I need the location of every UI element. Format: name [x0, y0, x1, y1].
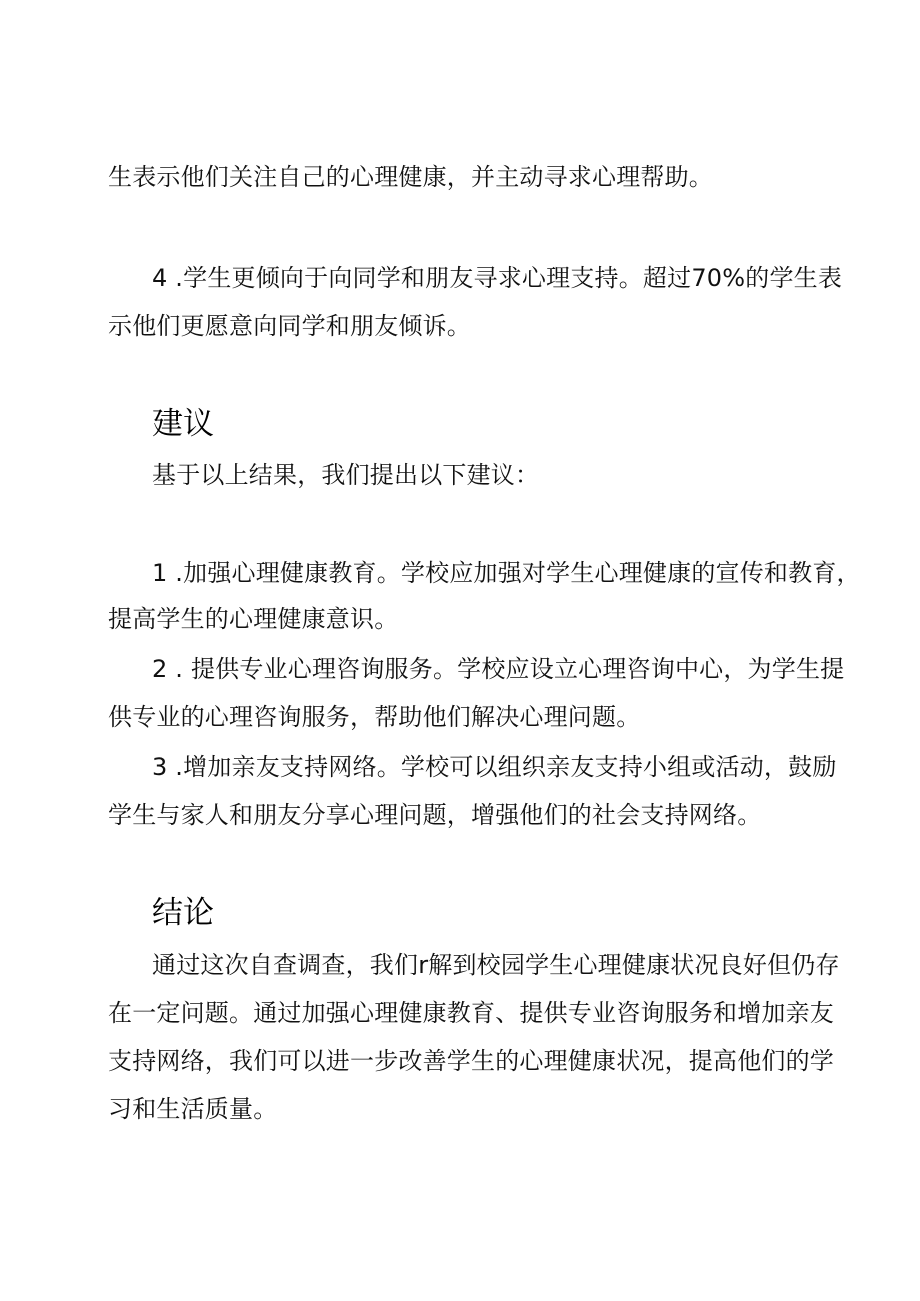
finding-4-line-2: 示他们更愿意向同学和朋友倾诉。 — [108, 312, 471, 340]
intro-tail-text: 生表示他们关注自己的心理健康，并主动寻求心理帮助。 — [108, 163, 713, 191]
suggestion-1-line-1: 1 .加强心理健康教育。学校应加强对学生心理健康的宣传和教育， — [152, 559, 861, 587]
suggestion-2-line-1: 2 . 提供专业心理咨询服务。学校应设立心理咨询中心，为学生提 — [152, 655, 845, 683]
finding-4-line-1: 4 .学生更倾向于向同学和朋友寻求心理支持。超过70%的学生表 — [152, 264, 843, 292]
conclusion-line-3: 支持网络，我们可以进一步改善学生的心理健康状况，提高他们的学 — [108, 1047, 834, 1075]
conclusion-heading: 结论 — [152, 895, 214, 931]
suggestion-1-line-2: 提高学生的心理健康意识。 — [108, 605, 399, 633]
suggestions-heading: 建议 — [152, 406, 214, 442]
suggestion-2-line-2: 供专业的心理咨询服务，帮助他们解决心理问题。 — [108, 703, 641, 731]
suggestion-3-line-1: 3 .增加亲友支持网络。学校可以组织亲友支持小组或活动，鼓励 — [152, 753, 837, 781]
conclusion-line-2: 在一定问题。通过加强心理健康教育、提供专业咨询服务和增加亲友 — [108, 999, 834, 1027]
suggestion-3-line-2: 学生与家人和朋友分享心理问题，增强他们的社会支持网络。 — [108, 801, 762, 829]
conclusion-line-1: 通过这次自查调查，我们r解到校园学生心理健康状况良好但仍存 — [152, 951, 840, 979]
conclusion-line-4: 习和生活质量。 — [108, 1095, 278, 1123]
suggestions-intro: 基于以上结果，我们提出以下建议： — [152, 461, 540, 489]
